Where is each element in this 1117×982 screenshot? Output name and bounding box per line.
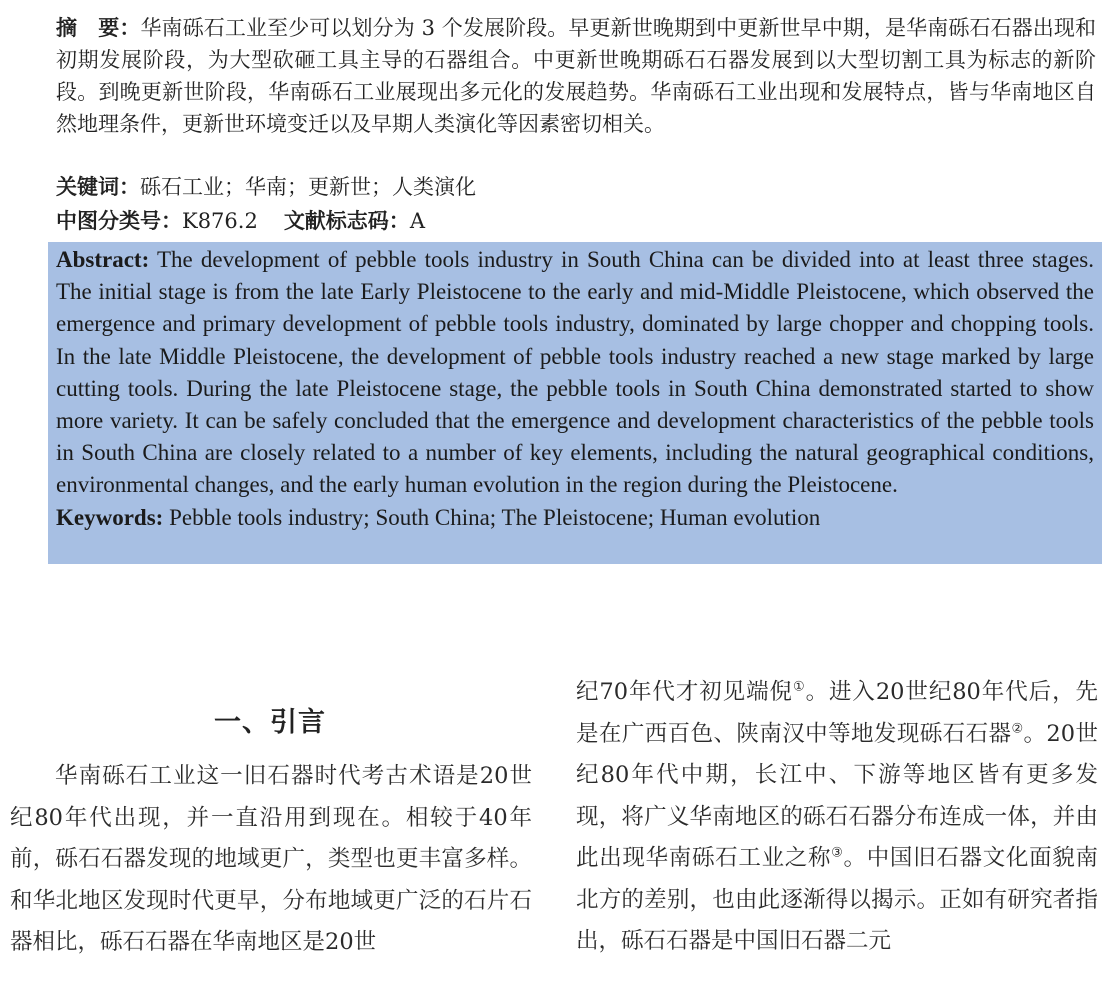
footnote-ref[interactable]: ② [1011,721,1024,736]
doc-code-value: A [409,209,425,233]
body-text: 纪70年代才初见端倪 [576,679,793,705]
english-abstract-text: The development of pebble tools industry in South China can be divided into at least three stages. The initial stage is from the late Early Pleistocene to the early and mid-Middle Pleistocene, which observed the emergence and primary development of pebble tools industry, dominated by large chopper and chopping tools. In the late Middle Pleistocene, the development of pebble tools industry reached a new stage marked by large cutting tools. During the late Pleistocene stage, the pebble tools in South China demonstrated started to show more variety. It can be safely concluded that the emergence and development characteristics of the pebble tools in South China are closely related to a number of key elements, including the natural geographical conditions, environmental changes, and the early human evolution in the region during the Pleistocene. [56,247,1094,498]
body-text: 。进入20世纪80年代后，先是在广西百色、陕南汉中等地发现砾石石器 [576,679,1099,747]
english-abstract-label: Abstract: [56,247,150,272]
body-column-right [576,672,1098,963]
chinese-keywords-label: 关键词： [56,175,140,199]
body-column-left: 华南砾石工业这一旧石器时代考古术语是20世纪80年代出现，并一直沿用到现在。相较于40年前，砾石石器发现的地域更广，类型也更丰富多样。和华北地区发现时代更早，分布地域更广泛的石片石器相比，砾石石器在华南地区是20世 [10,763,532,955]
classification-line [56,206,1096,236]
doc-code-label: 文献标志码： [283,209,410,233]
clc-label: 中图分类号： [56,209,182,233]
footnote-ref[interactable]: ③ [831,845,844,861]
chinese-keywords-text: 砾石工业；华南；更新世；人类演化 [140,175,476,199]
chinese-abstract [56,12,1096,140]
footnote-ref[interactable]: ① [792,679,806,695]
chinese-abstract-label: 摘 要： [56,16,141,40]
english-keywords [56,502,1094,534]
english-abstract [48,242,1102,564]
body-text: 。20世纪80年代中期，长江中、下游等地区皆有更多发现，将广义华南地区的砾石石器分布连成一体，并由此出现华南砾石工业之称 [576,720,1098,871]
english-keywords-label: Keywords: [56,504,164,530]
clc-value: K876.2 [182,209,258,233]
chinese-keywords [56,172,1096,202]
chinese-abstract-text: 华南砾石工业至少可以划分为 3 个发展阶段。早更新世晚期到中更新世早中期，是华南砾石石器出现和初期发展阶段，为大型砍砸工具主导的石器组合。中更新世晚期砾石石器发展到以大型切割工具为标志的新阶段。到晚更新世阶段，华南砾石工业展现出多元化的发展趋势。华南砾石工业出现和发展特点，皆与华南地区自然地理条件，更新世环境变迁以及早期人类演化等因素密切相关。 [56,16,1096,136]
body-text: 。中国旧石器文化面貌南北方的差别，也由此逐渐得以揭示。正如有研究者指出，砾石石器是中国旧石器二元 [576,845,1098,954]
english-keywords-text: Pebble tools industry; South China; The Pleistocene; Human evolution [169,504,821,530]
english-abstract-paragraph [56,244,1094,502]
section-heading-introduction: 一、引言 [214,707,326,738]
